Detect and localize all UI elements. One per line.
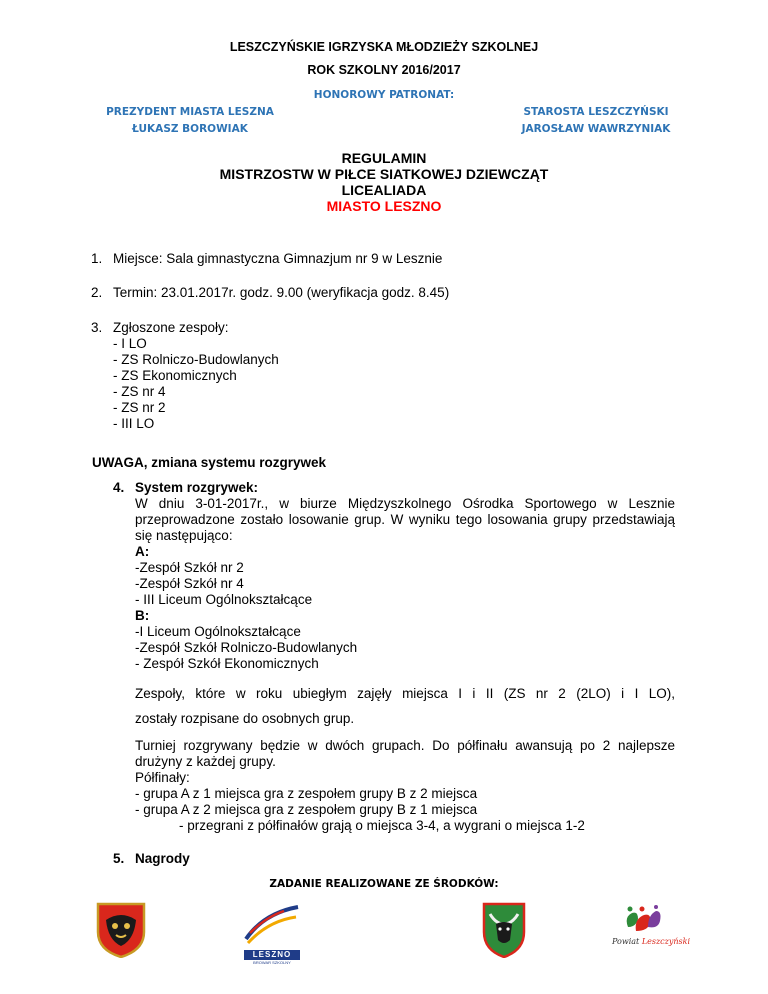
team-list-item: - I LO xyxy=(113,336,147,351)
previous-year-note-line-1: Zespoły, które w roku ubiegłym zajęły miejsca I i II (ZS nr 2 (2LO) i I LO), xyxy=(135,686,675,701)
group-b-item: - Zespół Szkół Ekonomicznych xyxy=(135,656,319,671)
coat-of-arms-icon xyxy=(96,902,146,958)
bull-head-icon xyxy=(482,902,526,958)
doc-city: MIASTO LESZNO xyxy=(326,198,442,214)
funding-label: ZADANIE REALIZOWANE ZE ŚRODKÓW: xyxy=(269,878,499,890)
item-2-number: 2. xyxy=(91,285,103,300)
team-list-item: - ZS Ekonomicznych xyxy=(113,368,237,383)
item-3 xyxy=(91,320,279,432)
powiat-logo-name: Leszczyński xyxy=(641,937,691,946)
leszno-logo-subtext: BROWAR SZKOLNY xyxy=(253,960,291,965)
semifinal-pairing: - grupa A z 2 miejsca gra z zespołem grupy B z 1 miejsca xyxy=(135,802,478,817)
honorary-patronage: HONOROWY PATRONAT: xyxy=(313,89,455,101)
item-3-number: 3. xyxy=(91,320,103,335)
patron-left-name: ŁUKASZ BOROWIAK xyxy=(132,123,248,135)
semifinal-pairing: - grupa A z 1 miejsca gra z zespołem grupy B z 2 miejsca xyxy=(135,786,478,801)
item-2-text: Termin: 23.01.2017r. godz. 9.00 (weryfikacja godz. 8.45) xyxy=(113,285,450,300)
previous-year-note-line-2: zostały rozpisane do osobnych grup. xyxy=(135,711,355,726)
team-list-item: - ZS Rolniczo-Budowlanych xyxy=(113,352,279,367)
section-5 xyxy=(113,851,190,867)
group-a-item: -Zespół Szkół nr 2 xyxy=(135,560,244,575)
group-b-label: B: xyxy=(135,608,150,623)
group-a-item: - III Liceum Ogólnokształcące xyxy=(135,592,313,607)
leszno-coat-of-arms-logo xyxy=(96,902,146,963)
powiat-coat-of-arms-logo xyxy=(482,902,526,963)
section-4-heading: System rozgrywek: xyxy=(135,480,259,495)
patron-right-title: STAROSTA LESZCZYŃSKI xyxy=(523,106,669,118)
section-5-heading: Nagrody xyxy=(135,851,190,866)
notice-heading: UWAGA, zmiana systemu rozgrywek xyxy=(92,455,327,470)
semifinals-label: Półfinały: xyxy=(135,770,190,785)
powiat-emblem-icon xyxy=(622,905,664,935)
team-list-item: - ZS nr 4 xyxy=(113,384,166,399)
leszno-swoosh-icon xyxy=(244,903,300,945)
header-line-2: ROK SZKOLNY 2016/2017 xyxy=(307,63,461,77)
leszno-city-logo xyxy=(244,903,300,963)
doc-subtitle-2: LICEALIADA xyxy=(341,182,427,198)
team-list-item: - ZS nr 2 xyxy=(113,400,166,415)
group-b-item: -Zespół Szkół Rolniczo-Budowlanych xyxy=(135,640,358,655)
group-b-item: -I Liceum Ogólnokształcące xyxy=(135,624,301,639)
doc-title: REGULAMIN xyxy=(341,150,427,166)
item-1 xyxy=(91,251,443,267)
item-2 xyxy=(91,285,450,301)
patron-left-title: PREZYDENT MIASTA LESZNA xyxy=(106,106,274,118)
group-a-item: -Zespół Szkół nr 4 xyxy=(135,576,244,591)
item-3-text: Zgłoszone zespoły: xyxy=(113,320,229,335)
group-a-label: A: xyxy=(135,544,150,559)
item-1-text: Miejsce: Sala gimnastyczna Gimnazjum nr 9 w Lesznie xyxy=(113,251,443,266)
section-5-number: 5. xyxy=(113,851,125,866)
section-4 xyxy=(113,480,675,672)
semifinal-note: - przegrani z półfinałów grają o miejsca 3-4, a wygrani o miejsca 1-2 xyxy=(179,818,585,833)
section-4-number: 4. xyxy=(113,480,125,495)
leszno-logo-text: LESZNO xyxy=(244,950,300,960)
powiat-logo-word: Powiat xyxy=(612,937,640,946)
tournament-format-text: Turniej rozgrywany będzie w dwóch grupach. Do półfinału awansują po 2 najlepsze drużyny z każdej grupy. xyxy=(135,738,675,769)
team-list-item: - III LO xyxy=(113,416,155,431)
tournament-format xyxy=(135,738,675,834)
section-4-paragraph: W dniu 3-01-2017r., w biurze Międzyszkolnego Ośrodka Sportowego w Lesznie przeprowadzone zostało losowanie grup. W wyniku tego losowania grupy przedstawiają się następująco: xyxy=(135,496,675,543)
header-line-1: LESZCZYŃSKIE IGRZYSKA MŁODZIEŻY SZKOLNEJ xyxy=(229,40,539,54)
powiat-logo-text xyxy=(612,937,690,946)
powiat-leszczynski-logo xyxy=(612,905,702,953)
patron-right-name: JAROSŁAW WAWRZYNIAK xyxy=(521,123,671,135)
previous-year-note xyxy=(135,686,675,727)
item-1-number: 1. xyxy=(91,251,103,266)
doc-subtitle: MISTRZOSTW W PIŁCE SIATKOWEJ DZIEWCZĄT xyxy=(219,166,549,182)
